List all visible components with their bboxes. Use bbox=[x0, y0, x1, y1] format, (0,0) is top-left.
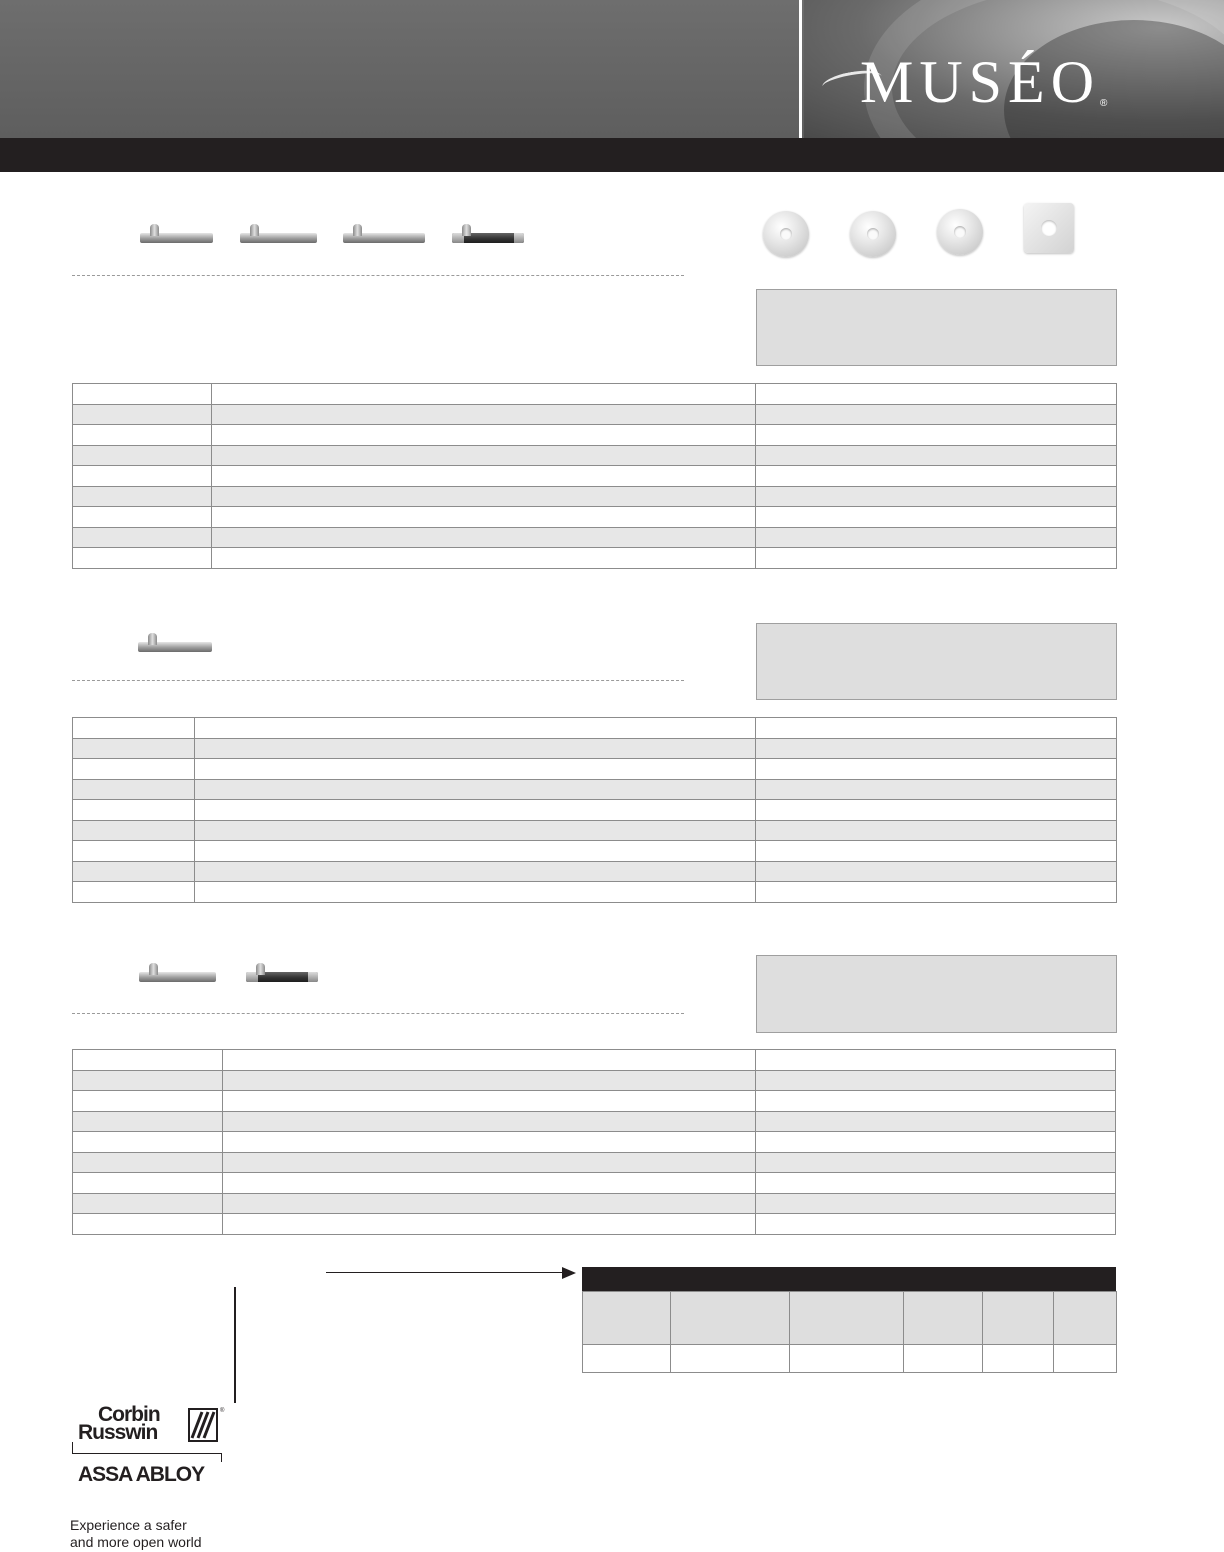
table-row bbox=[73, 1214, 1116, 1235]
lever-handle-dark-image bbox=[452, 233, 524, 243]
table-row bbox=[73, 1070, 1116, 1091]
table-row bbox=[73, 1173, 1116, 1194]
table-row bbox=[73, 759, 1117, 780]
header-divider bbox=[799, 0, 802, 138]
lever-handle-dark-image bbox=[246, 972, 318, 982]
table-row bbox=[583, 1345, 1117, 1373]
tagline-line1: Experience a safer bbox=[70, 1517, 187, 1533]
finish-table bbox=[582, 1291, 1117, 1373]
table-row bbox=[73, 486, 1117, 507]
company-registered-mark: ® bbox=[220, 1408, 225, 1414]
finish-table-header-bar bbox=[582, 1267, 1116, 1291]
info-box bbox=[756, 623, 1117, 700]
company-name-line1: Corbin bbox=[98, 1403, 160, 1426]
table-row bbox=[73, 1111, 1116, 1132]
table-row bbox=[583, 1292, 1117, 1345]
table-row bbox=[73, 800, 1117, 821]
table-row bbox=[73, 1132, 1116, 1153]
lever-handle-image bbox=[240, 233, 317, 243]
tagline bbox=[70, 1517, 202, 1551]
corbin-russwin-mark-icon bbox=[188, 1408, 218, 1442]
table-row bbox=[73, 882, 1117, 903]
spec-table bbox=[72, 717, 1117, 903]
table-row bbox=[73, 527, 1117, 548]
brand-registered-mark: ® bbox=[1100, 98, 1108, 109]
table-row bbox=[73, 425, 1117, 446]
brand-logo: MUSÉO bbox=[860, 49, 1101, 115]
table-row bbox=[73, 445, 1117, 466]
lever-handle-image bbox=[140, 233, 213, 243]
table-row bbox=[73, 1050, 1116, 1071]
table-row bbox=[73, 548, 1117, 569]
info-box bbox=[756, 955, 1117, 1033]
lever-handle-image bbox=[343, 233, 425, 243]
lever-handle-image bbox=[139, 972, 216, 982]
round-rose-image bbox=[850, 211, 896, 257]
section-divider bbox=[72, 1013, 684, 1014]
section-divider bbox=[72, 680, 684, 681]
arrow-head-icon bbox=[562, 1267, 576, 1279]
table-row bbox=[73, 779, 1117, 800]
spec-table bbox=[72, 1049, 1116, 1235]
table-row bbox=[73, 1091, 1116, 1112]
table-row bbox=[73, 466, 1117, 487]
table-row bbox=[73, 1152, 1116, 1173]
section-divider bbox=[72, 275, 684, 276]
arrow-line bbox=[326, 1272, 564, 1273]
company-name-line2: Russwin bbox=[78, 1421, 158, 1444]
table-row bbox=[73, 1193, 1116, 1214]
table-row bbox=[73, 820, 1117, 841]
table-row bbox=[73, 718, 1117, 739]
logo-rule bbox=[72, 1442, 222, 1454]
round-rose-image bbox=[763, 211, 809, 257]
table-row bbox=[73, 841, 1117, 862]
assa-abloy-logo: ASSA ABLOY bbox=[78, 1463, 205, 1486]
logo-rule-tick bbox=[221, 1454, 222, 1462]
square-rose-image bbox=[1024, 203, 1074, 253]
round-rose-image bbox=[937, 209, 983, 255]
footer-vertical-rule bbox=[234, 1287, 236, 1403]
table-row bbox=[73, 384, 1117, 405]
table-row bbox=[73, 738, 1117, 759]
info-box bbox=[756, 289, 1117, 366]
spec-table bbox=[72, 383, 1117, 569]
lever-handle-image bbox=[138, 642, 212, 652]
table-row bbox=[73, 404, 1117, 425]
table-row bbox=[73, 507, 1117, 528]
table-row bbox=[73, 861, 1117, 882]
title-bar bbox=[0, 138, 1224, 172]
tagline-line2: and more open world bbox=[70, 1534, 202, 1550]
